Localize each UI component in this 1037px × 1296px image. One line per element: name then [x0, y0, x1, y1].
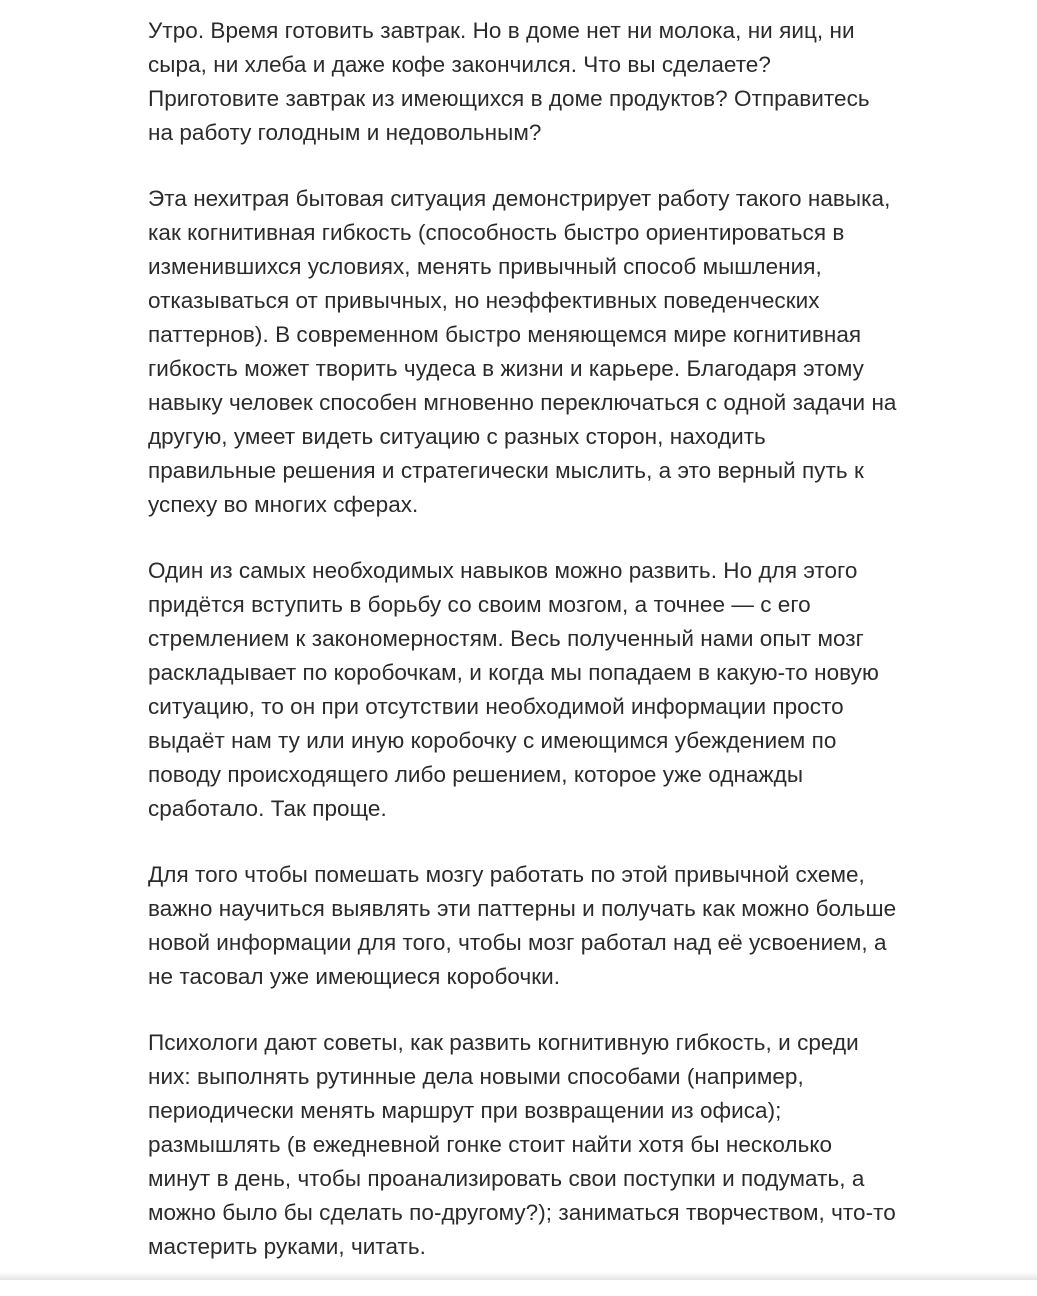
- paragraph-2: [148, 182, 918, 522]
- text-line: периодически менять маршрут при возвращении из офиса);: [148, 1098, 782, 1123]
- text-line: поводу происходящего либо решением, которое уже однажды: [148, 762, 804, 787]
- text-line: новой информации для того, чтобы мозг работал над её усвоением, а: [148, 930, 887, 955]
- text-line: правильные решения и стратегически мыслить, а это верный путь к: [148, 458, 864, 483]
- text-line: на работу голодным и недовольным?: [148, 120, 542, 145]
- text-line: можно было бы сделать по-другому?); заниматься творчеством, что-то: [148, 1200, 896, 1225]
- text-line: навыку человек способен мгновенно переключаться с одной задачи на: [148, 390, 897, 415]
- text-line: раскладывает по коробочкам, и когда мы попадаем в какую-то новую: [148, 660, 879, 685]
- paragraph-4: [148, 858, 918, 994]
- text-line: Психологи дают советы, как развить когнитивную гибкость, и среди: [148, 1030, 859, 1055]
- text-line: успеху во многих сферах.: [148, 492, 419, 517]
- text-line: размышлять (в ежедневной гонке стоит найти хотя бы несколько: [148, 1132, 833, 1157]
- article-body: [148, 14, 918, 1296]
- paragraph-1: [148, 14, 918, 150]
- text-line: сработало. Так проще.: [148, 796, 387, 821]
- text-line: ситуацию, то он при отсутствии необходимой информации просто: [148, 694, 844, 719]
- text-line: Эта нехитрая бытовая ситуация демонстрирует работу такого навыка,: [148, 186, 891, 211]
- text-line: паттернов). В современном быстро меняющемся мире когнитивная: [148, 322, 862, 347]
- text-line: Приготовите завтрак из имеющихся в доме продуктов? Отправитесь: [148, 86, 870, 111]
- text-line: как когнитивная гибкость (способность быстро ориентироваться в: [148, 220, 845, 245]
- text-line: минут в день, чтобы проанализировать свои поступки и подумать, а: [148, 1166, 865, 1191]
- text-line: важно научиться выявлять эти паттерны и получать как можно больше: [148, 896, 897, 921]
- text-line: не тасовал уже имеющиеся коробочки.: [148, 964, 561, 989]
- text-line: придётся вступить в борьбу со своим мозгом, а точнее — с его: [148, 592, 811, 617]
- text-line: изменившихся условиях, менять привычный способ мышления,: [148, 254, 822, 279]
- text-line: Для того чтобы помешать мозгу работать по этой привычной схеме,: [148, 862, 865, 887]
- text-line: Утро. Время готовить завтрак. Но в доме нет ни молока, ни яиц, ни: [148, 18, 855, 43]
- text-line: Один из самых необходимых навыков можно развить. Но для этого: [148, 558, 858, 583]
- text-line: мастерить руками, читать.: [148, 1234, 426, 1259]
- text-line: выдаёт нам ту или иную коробочку с имеющимся убеждением по: [148, 728, 837, 753]
- text-line: сыра, ни хлеба и даже кофе закончился. Что вы сделаете?: [148, 52, 771, 77]
- text-line: гибкость может творить чудеса в жизни и карьере. Благодаря этому: [148, 356, 864, 381]
- paragraph-5: [148, 1026, 918, 1264]
- text-line: стремлением к закономерностям. Весь полученный нами опыт мозг: [148, 626, 864, 651]
- text-line: них: выполнять рутинные дела новыми способами (например,: [148, 1064, 804, 1089]
- text-line: другую, умеет видеть ситуацию с разных сторон, находить: [148, 424, 766, 449]
- bottom-edge-shadow: [0, 1272, 1037, 1280]
- text-line: отказываться от привычных, но неэффективных поведенческих: [148, 288, 820, 313]
- paragraph-3: [148, 554, 918, 826]
